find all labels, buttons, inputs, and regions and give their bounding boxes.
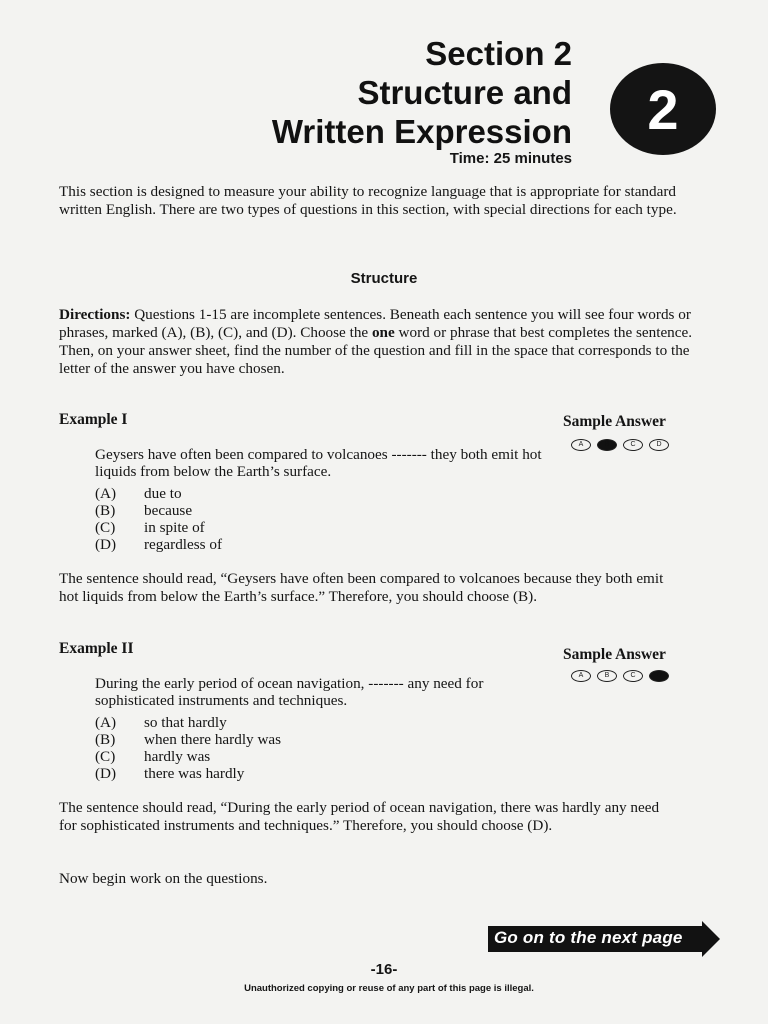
answer-bubble: C [623,670,643,682]
example-2-options [95,714,281,782]
example-2-question: During the early period of ocean navigation, ------- any need for sophisticated instruments and techniques. [95,675,484,709]
answer-bubble: A [571,670,591,682]
directions-text-2: word or phrase that best completes the sentence. Then, on your answer sheet, find the number of the question and fill in the space that corresponds to the letter of the answer you have chosen. [59,324,693,377]
answer-bubble: D [649,670,669,682]
example-1-sample-label: Sample Answer [563,413,666,430]
example-1-explanation: The sentence should read, “Geysers have often been compared to volcanoes because they both emit hot liquids from below the Earth’s surface.” Therefore, you should choose (B). [59,570,664,605]
option-letter: (C) [95,748,116,765]
option-text: in spite of [144,519,205,536]
option-text: so that hardly [144,714,227,731]
option-text: due to [144,485,182,502]
example-1-label: Example I [59,411,128,428]
example-2-label: Example II [59,640,134,657]
directions-label: Directions: [59,306,131,323]
begin-instruction: Now begin work on the questions. [59,870,268,887]
answer-bubble: D [649,439,669,451]
next-page-label: Go on to the next page [494,928,683,947]
option-letter: (A) [95,485,117,502]
intro-paragraph: This section is designed to measure your ability to recognize language that is appropriate for standard written English. There are two types of questions in this section, with special directions for each type. [59,183,677,218]
copyright-footer: Unauthorized copying or reuse of any part of this page is illegal. [244,983,534,994]
option-letter: (D) [95,536,117,553]
section-title: Section 2 [425,35,572,72]
example-1-options [95,485,222,553]
page-number: -16- [370,961,398,978]
option-row [95,536,222,553]
answer-bubble: B [597,439,617,451]
option-row [95,748,281,765]
example-2-sample-label: Sample Answer [563,646,666,663]
example-2-explanation: The sentence should read, “During the early period of ocean navigation, there was hardly any need for sophisticated instruments and techniques.” Therefore, you should choose (D). [59,799,660,834]
option-letter: (B) [95,731,116,748]
answer-bubble: B [597,670,617,682]
option-row [95,485,222,502]
option-row [95,765,281,782]
structure-heading: Structure [350,270,418,287]
option-row [95,519,222,536]
answer-bubble: C [623,439,643,451]
answer-bubble: A [571,439,591,451]
option-text: hardly was [144,748,211,765]
option-letter: (B) [95,502,116,519]
time-limit: Time: 25 minutes [449,150,572,167]
directions-paragraph [59,306,719,378]
option-letter: (A) [95,714,117,731]
option-text: because [144,502,193,519]
option-row [95,731,281,748]
section-subtitle-line2: Written Expression [271,113,572,150]
directions-text-1: Questions 1-15 are incomplete sentences. Beneath each sentence you will see four words or phrases, marked (A), (B), (C), and (D). Choose the [59,306,691,341]
example-1-question: Geysers have often been compared to volcanoes ------- they both emit hot liquids from below the Earth’s surface. [95,446,542,480]
section-subtitle-line1: Structure and [357,74,572,111]
option-letter: (D) [95,765,117,782]
option-letter: (C) [95,519,116,536]
section-number-badge: 2 [610,63,716,155]
option-text: there was hardly [144,765,245,782]
option-row [95,714,281,731]
example-2-answer-bubbles [571,670,669,682]
option-row [95,502,222,519]
option-text: when there hardly was [144,731,282,748]
example-1-answer-bubbles [571,439,669,451]
directions-emphasis: one [371,324,395,341]
option-text: regardless of [144,536,223,553]
